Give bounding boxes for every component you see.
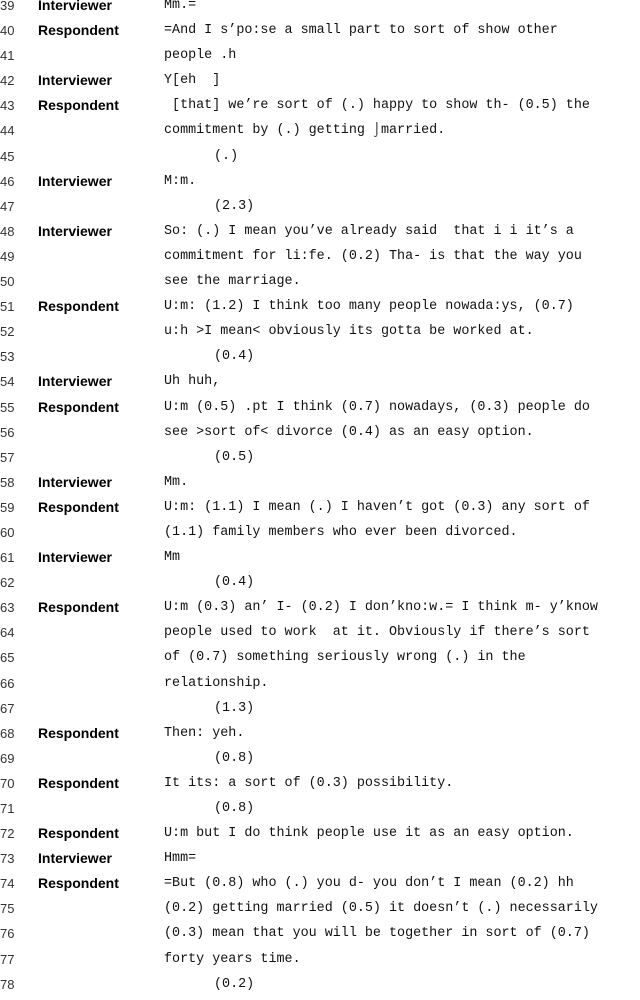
transcript-line [0,595,640,620]
line-number: 70 [0,775,15,791]
transcript-line [0,18,640,43]
speaker-label: Interviewer [38,172,112,189]
line-number: 75 [0,901,15,917]
transcript-line [0,68,640,93]
speaker-label: Respondent [38,825,119,842]
line-number: 49 [0,248,15,264]
line-number: 52 [0,324,15,340]
speaker-label: Respondent [38,498,119,515]
line-number: 69 [0,750,15,766]
transcript-line [0,144,640,169]
transcript-line [0,43,640,68]
line-number: 47 [0,198,15,214]
transcript-line [0,570,640,595]
utterance-text: Uh huh, [164,374,221,390]
utterance-text: commitment for li:fe. (0.2) Tha- is that the way you [164,248,582,264]
utterance-text: (1.1) family members who ever been divorced. [164,524,518,540]
speaker-label: Respondent [38,398,119,415]
transcript-line [0,520,640,545]
transcript-line [0,369,640,394]
line-number: 74 [0,876,15,892]
line-number: 61 [0,550,15,566]
transcript-line [0,294,640,319]
speaker-label: Respondent [38,97,119,114]
transcript-line [0,746,640,771]
line-number: 59 [0,499,15,515]
utterance-text: U:m: (1.2) I think too many people nowada:ys, (0.7) [164,299,574,315]
transcript-line [0,846,640,871]
transcript-line [0,871,640,896]
utterance-text: [that] we’re sort of (.) happy to show th- (0.5) the [164,98,590,114]
transcript-line [0,620,640,645]
utterance-text: Y[eh ] [164,73,221,89]
line-number: 62 [0,575,15,591]
line-number: 67 [0,700,15,716]
utterance-text: (0.3) mean that you will be together in sort of (0.7) [164,926,590,942]
pause-marker: (1.3) [214,700,255,716]
transcript-line [0,420,640,445]
line-number: 60 [0,524,15,540]
utterance-text: Mm.= [164,0,197,13]
transcript-line [0,821,640,846]
speaker-label: Interviewer [38,373,112,390]
transcript-line [0,470,640,495]
pause-marker: (0.2) [214,976,255,992]
transcript-line [0,0,640,18]
line-number: 41 [0,48,15,64]
transcript-line [0,169,640,194]
transcript-line [0,972,640,997]
transcript-line [0,194,640,219]
line-number: 44 [0,123,15,139]
transcript-line [0,796,640,821]
transcript-line [0,269,640,294]
utterance-text: It its: a sort of (0.3) possibility. [164,775,454,791]
transcript-line [0,771,640,796]
transcript-line [0,896,640,921]
line-number: 45 [0,148,15,164]
pause-marker: (.) [214,148,239,164]
line-number: 63 [0,600,15,616]
utterance-text: U:m: (1.1) I mean (.) I haven’t got (0.3) any sort of [164,499,590,515]
line-number: 57 [0,449,15,465]
speaker-label: Interviewer [38,0,112,13]
line-number: 42 [0,73,15,89]
transcript-line [0,445,640,470]
utterance-text: =And I s’po:se a small part to sort of show other [164,23,558,39]
utterance-text: u:h >I mean< obviously its gotta be worked at. [164,324,534,340]
utterance-text: Mm. [164,474,189,490]
transcript-line [0,395,640,420]
line-number: 78 [0,976,15,992]
utterance-text: Mm [164,550,181,566]
pause-marker: (0.4) [214,349,255,365]
line-number: 39 [0,0,15,13]
utterance-text: forty years time. [164,951,301,967]
pause-marker: (0.5) [214,449,255,465]
utterance-text: (0.2) getting married (0.5) it doesn’t (.) necessarily [164,901,598,917]
line-number: 58 [0,474,15,490]
pause-marker: (0.4) [214,575,255,591]
speaker-label: Interviewer [38,473,112,490]
utterance-text: relationship. [164,675,269,691]
pause-marker: (0.8) [214,801,255,816]
line-number: 51 [0,299,15,315]
line-number: 55 [0,399,15,415]
utterance-text: M:m. [164,173,197,189]
transcript-line [0,921,640,946]
line-number: 68 [0,725,15,741]
speaker-label: Interviewer [38,222,112,239]
utterance-text: U:m but I do think people use it as an easy option. [164,826,574,842]
utterance-text: U:m (0.3) an’ I- (0.2) I don’kno:w.= I think m- y’know [164,600,598,616]
speaker-label: Respondent [38,774,119,791]
utterance-text: of (0.7) something seriously wrong (.) in the [164,650,526,666]
speaker-label: Respondent [38,22,119,39]
pause-marker: (2.3) [214,198,255,214]
line-number: 40 [0,23,15,39]
transcript-line [0,671,640,696]
speaker-label: Interviewer [38,72,112,89]
utterance-text: Then: yeh. [164,725,245,741]
speaker-label: Interviewer [38,549,112,566]
utterance-text: So: (.) I mean you’ve already said that i i it’s a [164,223,574,239]
transcript-line [0,219,640,244]
utterance-text: =But (0.8) who (.) you d- you don’t I mean (0.2) hh [164,876,574,892]
utterance-text: people .h [164,48,237,64]
utterance-text: commitment by (.) getting ⌡married. [164,123,446,139]
line-number: 65 [0,650,15,666]
line-number: 66 [0,675,15,691]
line-number: 48 [0,223,15,239]
line-number: 77 [0,951,15,967]
line-number: 76 [0,926,15,942]
speaker-label: Respondent [38,599,119,616]
speaker-label: Interviewer [38,850,112,867]
transcript-line [0,696,640,721]
speaker-label: Respondent [38,724,119,741]
utterance-text: see the marriage. [164,274,301,290]
line-number: 72 [0,826,15,842]
line-number: 53 [0,349,15,365]
utterance-text: people used to work at it. Obviously if there’s sort [164,625,590,641]
transcript-line [0,545,640,570]
line-number: 43 [0,98,15,114]
transcript-line [0,118,640,143]
utterance-text: U:m (0.5) .pt I think (0.7) nowadays, (0.3) people do [164,399,590,415]
line-number: 73 [0,851,15,867]
transcript-line [0,495,640,520]
transcript-line [0,721,640,746]
pause-marker: (0.8) [214,750,255,766]
line-number: 71 [0,801,15,816]
transcript-line [0,947,640,972]
speaker-label: Respondent [38,298,119,315]
transcript-line [0,93,640,118]
line-number: 56 [0,424,15,440]
utterance-text: see >sort of< divorce (0.4) as an easy option. [164,424,534,440]
line-number: 50 [0,274,15,290]
line-number: 64 [0,625,15,641]
utterance-text: Hmm= [164,851,197,867]
line-number: 54 [0,374,15,390]
speaker-label: Respondent [38,875,119,892]
transcript-line [0,344,640,369]
line-number: 46 [0,173,15,189]
transcript-line [0,244,640,269]
transcript-line [0,645,640,670]
transcript-line [0,319,640,344]
